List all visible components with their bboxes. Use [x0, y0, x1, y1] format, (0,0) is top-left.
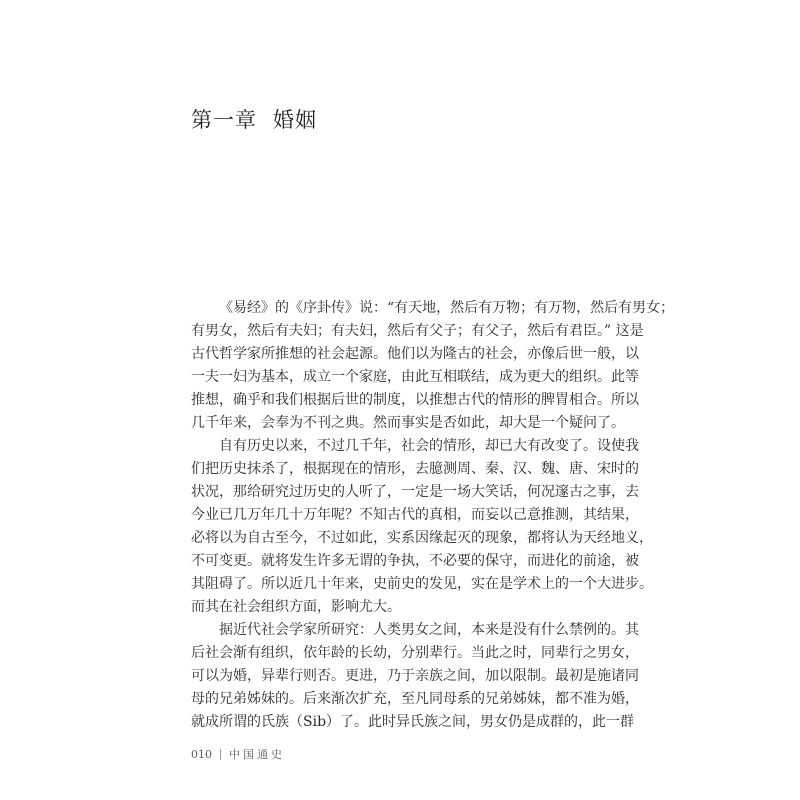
- paragraph-3-line-3: 可以为婚，异辈行则否。更进，乃于亲族之间，加以限制。最初是施诸同: [191, 668, 639, 684]
- paragraph-2-line-2: 们把历史抹杀了，根据现在的情形，去臆测周、秦、汉、魏、唐、宋时的: [191, 461, 639, 477]
- paragraph-1-line-2: 有男女，然后有夫妇；有夫妇，然后有父子；有父子，然后有君臣。” 这是: [191, 323, 644, 339]
- paragraph-3-line-2: 后社会渐有组织，依年龄的长幼，分别辈行。当此之时，同辈行之男女，: [191, 645, 639, 661]
- paragraph-2-line-3: 状况，那给研究过历史的人听了，一定是一场大笑话，何况邃古之事，去: [191, 484, 639, 500]
- paragraph-1-line-6: 几千年来，会奉为不刊之典。然而事实是否如此，却大是一个疑问了。: [191, 415, 625, 431]
- running-head-book-title: 中国通史: [229, 748, 285, 761]
- chapter-name: 婚姻: [273, 108, 317, 132]
- page-footer: [191, 746, 285, 762]
- paragraph-3-line-4: 母的兄弟姊妹的。后来渐次扩充，至凡同母系的兄弟姊妹，都不准为婚，: [191, 691, 639, 707]
- paragraph-3-line-1: 据近代社会学家所研究：人类男女之间，本来是没有什么禁例的。其: [219, 622, 639, 638]
- paragraph-3-line-5: 就成所谓的氏族（Sib）了。此时异氏族之间，男女仍是成群的，此一群: [191, 714, 635, 730]
- paragraph-2-line-6: 不可变更。就将发生许多无谓的争执，不必要的保守，而进化的前途，被: [191, 553, 639, 569]
- footer-divider: [220, 749, 221, 760]
- paragraph-2-line-5: 必将以为自古至今，不过如此，实系因缘起灭的现象，都将认为天经地义，: [191, 530, 653, 546]
- paragraph-2-line-8: 而其在社会组织方面，影响尤大。: [191, 599, 401, 615]
- chapter-label: 第一章: [191, 108, 257, 132]
- paragraph-1-line-5: 推想，确乎和我们根据后世的制度，以推想古代的情形的脾胃相合。所以: [191, 392, 639, 408]
- chapter-title: [191, 104, 317, 134]
- body-text: [191, 297, 675, 734]
- paragraph-2-line-1: 自有历史以来，不过几千年，社会的情形，却已大有改变了。设使我: [219, 438, 639, 454]
- paragraph-2-line-7: 其阻碍了。所以近几十年来，史前史的发见，实在是学术上的一个大进步。: [191, 576, 653, 592]
- paragraph-1-line-1: 《易经》的《序卦传》说：“有天地，然后有万物；有万物，然后有男女；: [219, 300, 675, 316]
- paragraph-1-line-3: 古代哲学家所推想的社会起源。他们以为隆古的社会，亦像后世一般，以: [191, 346, 639, 362]
- page-number: 010: [191, 747, 212, 761]
- paragraph-1-line-4: 一夫一妇为基本，成立一个家庭，由此互相联结，成为更大的组织。此等: [191, 369, 639, 385]
- paragraph-2-line-4: 今业已几万年几十万年呢？不知古代的真相，而妄以己意推测，其结果，: [191, 507, 639, 523]
